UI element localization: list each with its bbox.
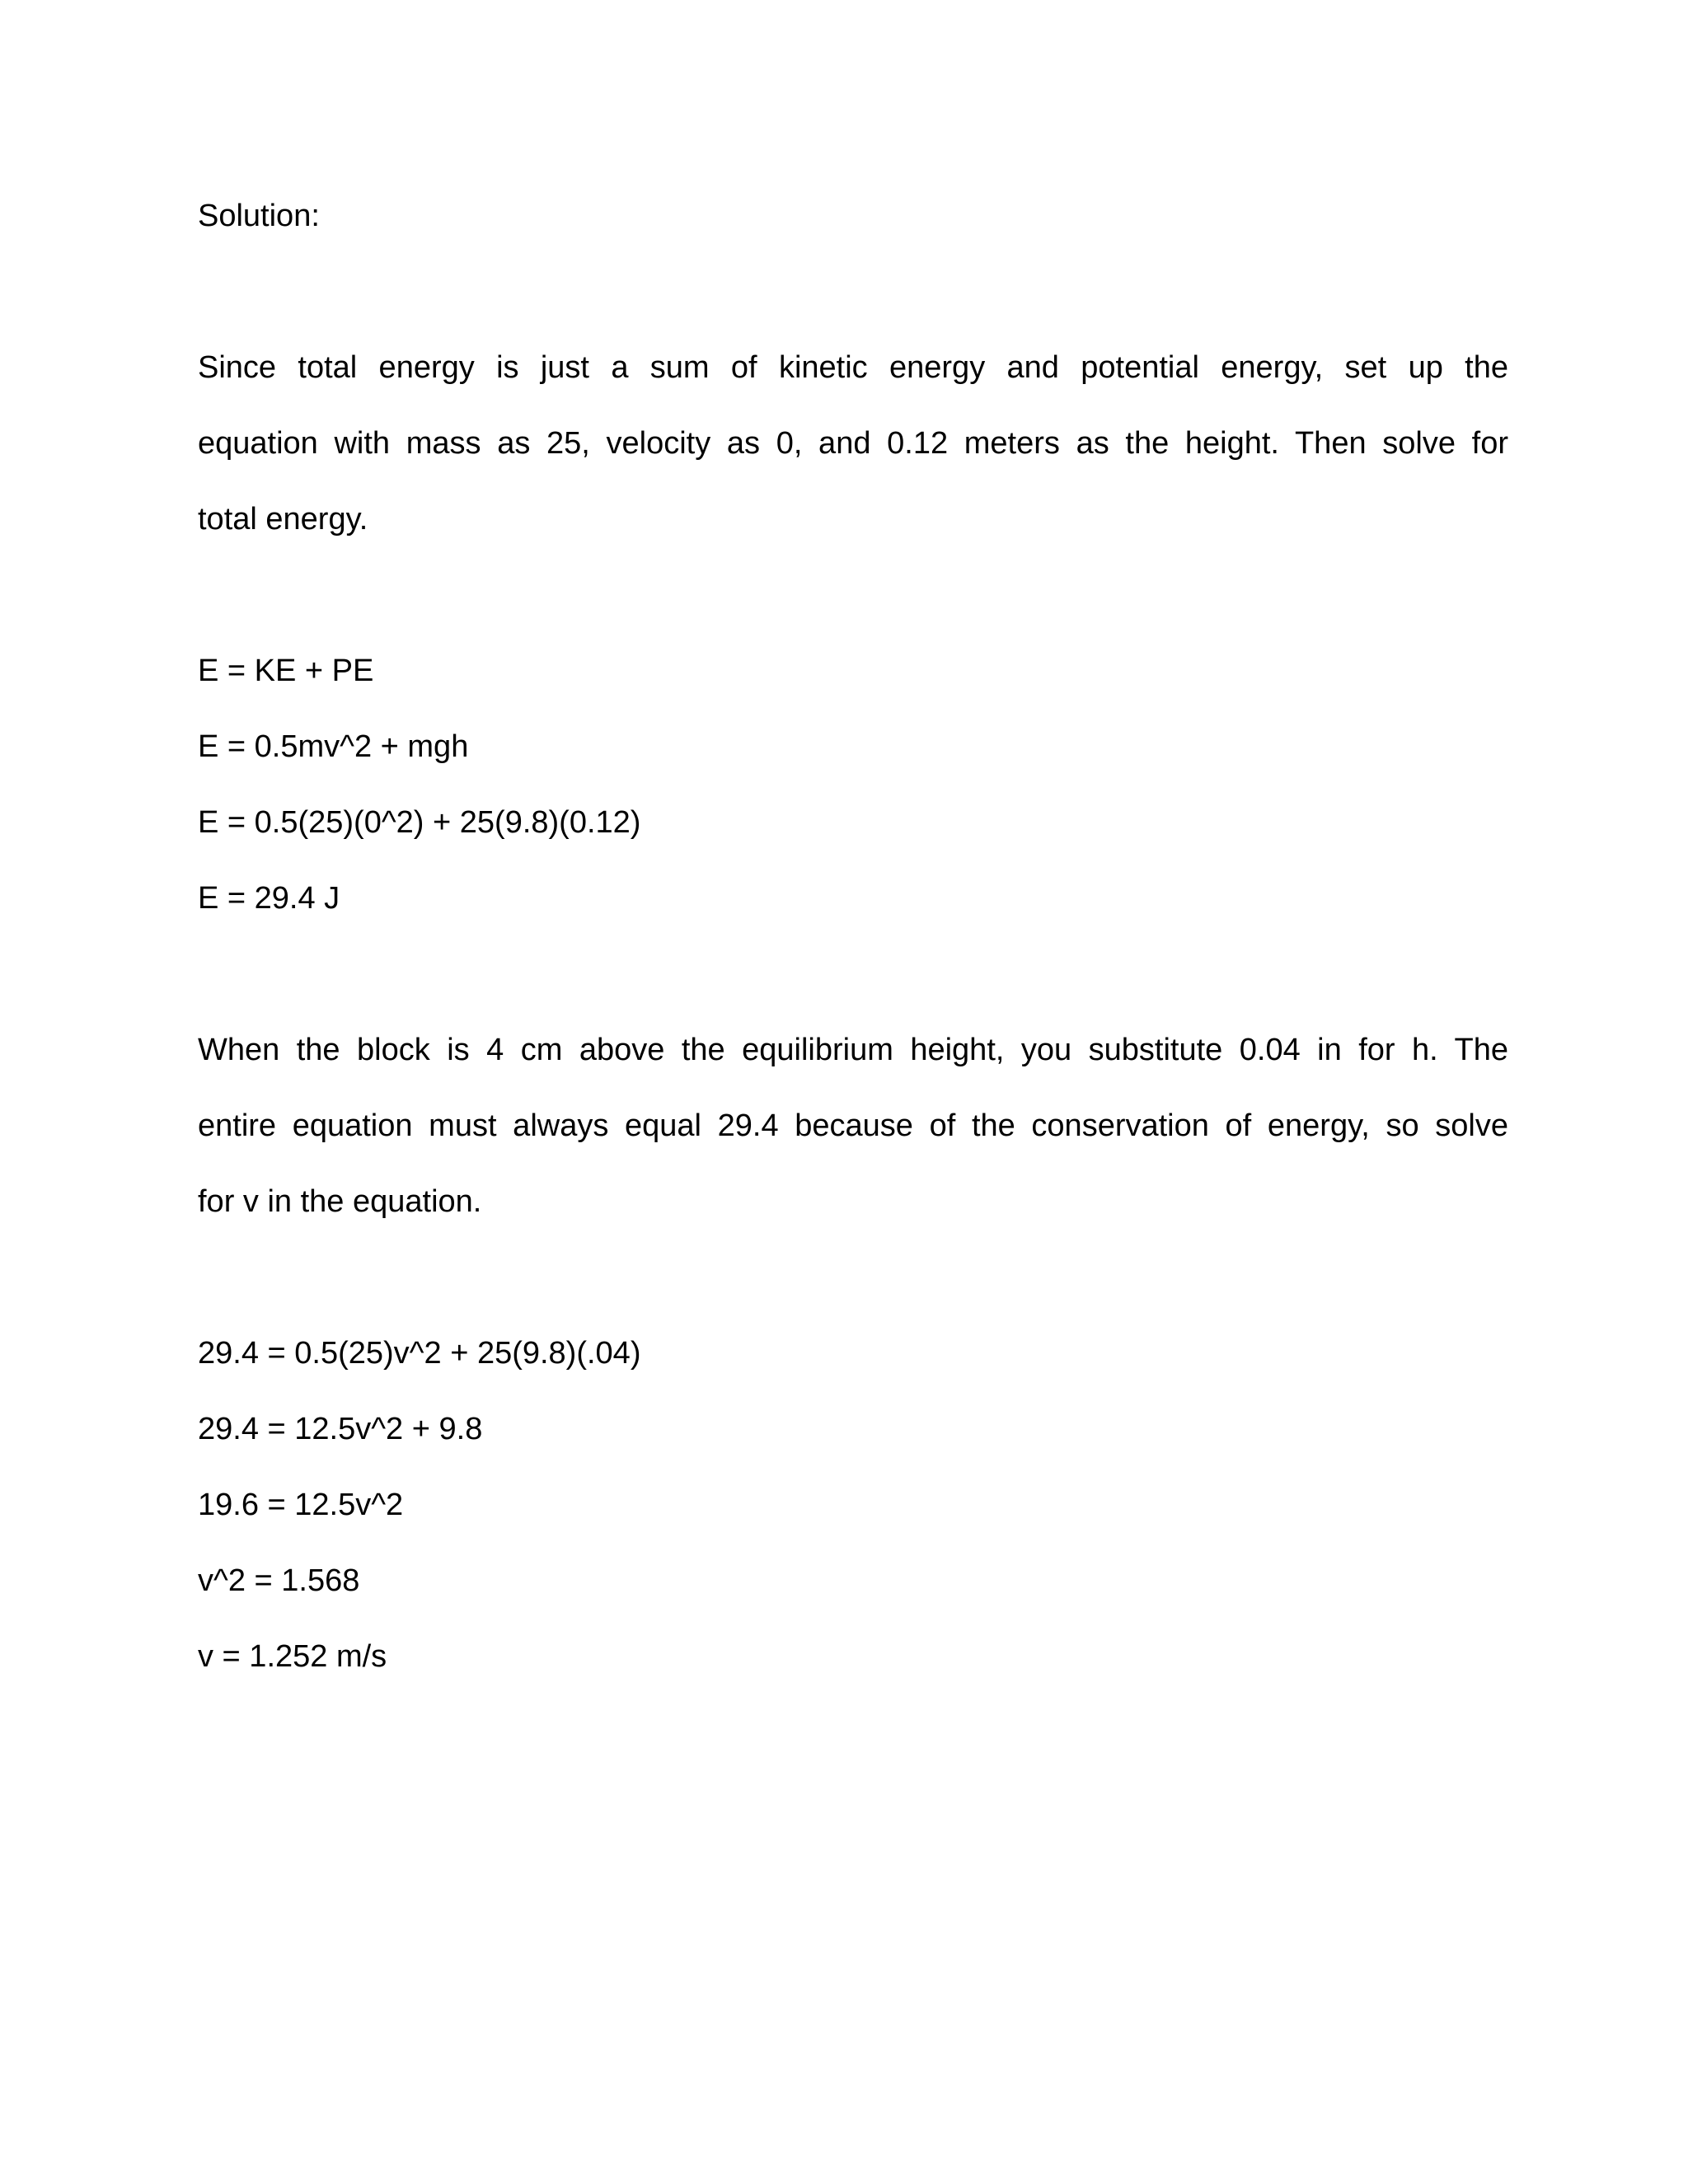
equation-line: 19.6 = 12.5v^2 bbox=[198, 1488, 404, 1522]
equation-line: E = KE + PE bbox=[198, 654, 374, 688]
equation-line: E = 29.4 J bbox=[198, 881, 340, 916]
equation-line: v^2 = 1.568 bbox=[198, 1563, 360, 1598]
equation-block-total-energy bbox=[198, 653, 1508, 956]
paragraph-line: total energy. bbox=[198, 502, 368, 537]
paragraph-energy-setup bbox=[198, 349, 1508, 577]
equation-line: 29.4 = 0.5(25)v^2 + 25(9.8)(.04) bbox=[198, 1336, 641, 1371]
paragraph-line: Since total energy is just a sum of kinetic energy and potential energy, set up the bbox=[198, 350, 1508, 385]
document-content bbox=[198, 198, 1508, 1714]
solution-heading: Solution: bbox=[198, 199, 320, 233]
spacer bbox=[198, 577, 1508, 653]
paragraph-line: equation with mass as 25, velocity as 0, and 0.12 meters as the height. Then solve for bbox=[198, 426, 1508, 461]
spacer bbox=[198, 1259, 1508, 1335]
equation-line: 29.4 = 12.5v^2 + 9.8 bbox=[198, 1412, 483, 1446]
paragraph-velocity-setup bbox=[198, 1032, 1508, 1259]
equation-block-velocity bbox=[198, 1335, 1508, 1714]
equation-line: v = 1.252 m/s bbox=[198, 1639, 387, 1674]
paragraph-line: for v in the equation. bbox=[198, 1184, 482, 1219]
paragraph-line: When the block is 4 cm above the equilibrium height, you substitute 0.04 in for h. The bbox=[198, 1033, 1508, 1067]
equation-line: E = 0.5(25)(0^2) + 25(9.8)(0.12) bbox=[198, 805, 641, 840]
spacer bbox=[198, 956, 1508, 1032]
equation-line: E = 0.5mv^2 + mgh bbox=[198, 729, 469, 764]
spacer bbox=[198, 274, 1508, 349]
paragraph-line: entire equation must always equal 29.4 because of the conservation of energy, so solve bbox=[198, 1108, 1508, 1143]
